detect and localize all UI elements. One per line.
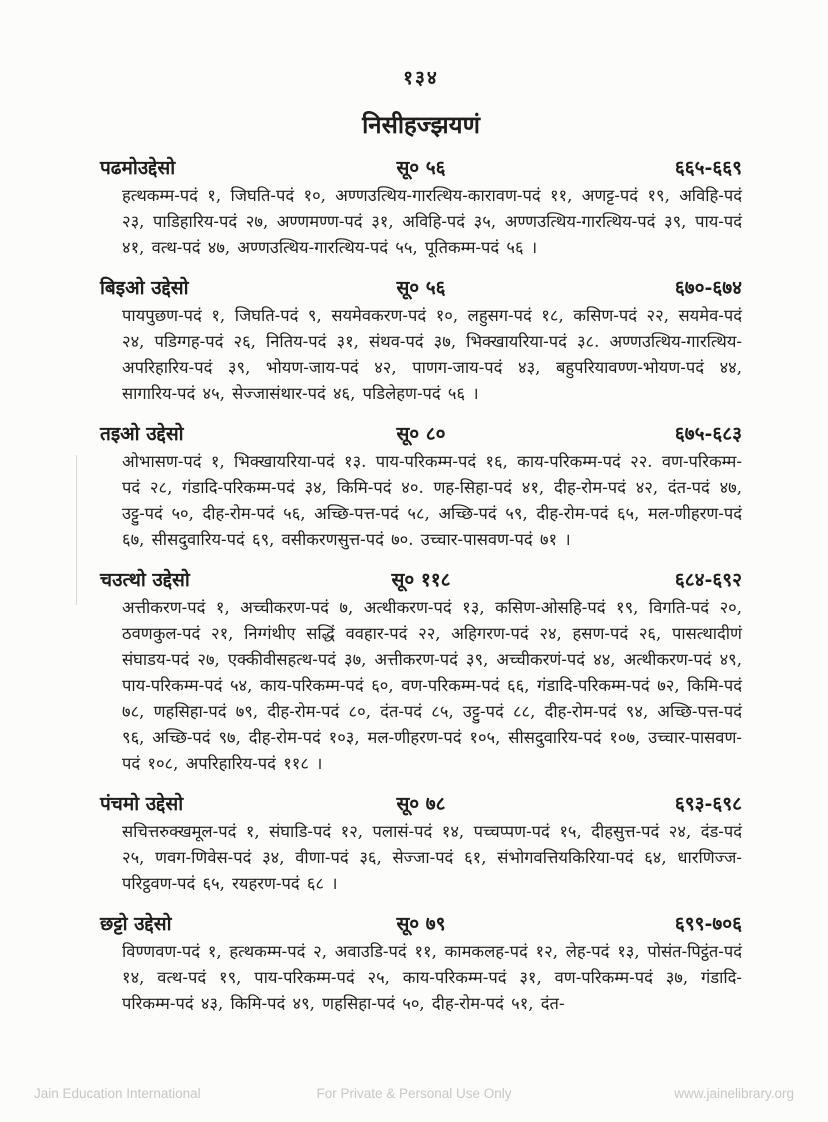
section-header xyxy=(100,420,742,446)
section-uddeso-6 xyxy=(100,910,742,1017)
footer-publisher: Jain Education International xyxy=(34,1086,201,1101)
section-name: बिइओ उद्देसो xyxy=(100,277,189,299)
section-name: तइओ उद्देसो xyxy=(100,423,184,445)
section-name: पढमोउद्देसो xyxy=(100,157,176,179)
section-uddeso-3 xyxy=(100,420,742,553)
section-sutra-number: सू० ७८ xyxy=(396,793,446,815)
section-body: अत्तीकरण-पदं १, अच्चीकरण-पदं ७, अत्थीकरण-पदं १३, कसिण-ओसहि-पदं १९, विगति-पदं २०, ठवणकुल-पदं २१, निग्गंथीए सद्धिं ववहार-पदं २२, अहिगरण-पदं २४, हसण-पदं २६, पासत्थादीणं संघाडय-पदं २७, एक्कीवीसहत्थ-पदं ३७, अत्तीकरण-पदं ३९, अच्चीकरणं-पदं ४४, अत्थीकरण-पदं ४९, पाय-परिकम्म-पदं ५४, काय-परिकम्म-पदं ६०, वण-परिकम्म-पदं ६६, गंडादि-परिकम्म-पदं ७२, किमि-पदं ७८, णहसिहा-पदं ७९, दीह-रोम-पदं ८०, दंत-पदं ८५, उट्टु-पदं ८८, दीह-रोम-पदं ९४, अच्छि-पत्त-पदं ९६, अच्छि-पदं ९७, दीह-रोम-पदं १०३, मल-णीहरण-पदं १०५, सीसदुवारिय-पदं १०७, उच्चार-पासवण-पदं १०८, अपरिहारिय-पदं ११८ । xyxy=(122,598,742,773)
section-body: सचित्तरुक्खमूल-पदं १, संघाडि-पदं १२, पलासं-पदं १४, पच्चप्पण-पदं १५, दीहसुत्त-पदं २४, दंड-पदं २५, णवग-णिवेस-पदं ३४, वीणा-पदं ३६, सेज्जा-पदं ६१, संभोगवत्तियकिरिया-पदं ६४, धारणिज्ज-परिट्ठवण-पदं ६५, रयहरण-पदं ६८ । xyxy=(122,822,742,893)
section-body: हत्थकम्म-पदं १, जिघति-पदं १०, अण्णउत्थिय-गारत्थिय-कारावण-पदं ११, अणट्ट-पदं १९, अविहि-पदं २३, पाडिहारिय-पदं २७, अण्णमण्ण-पदं ३१, अविहि-पदं ३५, अण्णउत्थिय-गारत्थिय-पदं ३९, पाय-पदं ४१, वत्थ-पदं ४७, अण्णउत्थिय-गारत्थिय-पदं ५५, पूतिकम्म-पदं ५६ । xyxy=(122,186,742,257)
section-body: विण्णवण-पदं १, हत्थकम्म-पदं २, अवाउडि-पदं ११, कामकलह-पदं १२, लेह-पदं १३, पोसंत-पिट्ठंत-पदं १४, वत्थ-पदं १९, पाय-परिकम्म-पदं २५, काय-परिकम्म-पदं ३१, वण-परिकम्म-पदं ३७, गंडादि-परिकम्म-पदं ४३, किमि-पदं ४९, णहसिहा-पदं ५०, दीह-रोम-पदं ५१, दंत- xyxy=(122,942,742,1013)
section-sutra-number: सू० ७९ xyxy=(396,913,446,935)
section-sutra-number: सू० ५६ xyxy=(396,157,446,179)
section-sutra-range: ६६५-६६९ xyxy=(674,157,742,179)
section-uddeso-1 xyxy=(100,154,742,261)
section-header xyxy=(100,154,742,180)
section-uddeso-4 xyxy=(100,566,742,777)
section-sutra-range: ६९९-७०६ xyxy=(674,913,742,935)
footer-usage-notice: For Private & Personal Use Only xyxy=(316,1086,512,1101)
scan-artifact-line xyxy=(76,455,77,605)
section-header xyxy=(100,566,742,592)
section-header xyxy=(100,910,742,936)
section-name: चउत्थो उद्देसो xyxy=(100,569,190,591)
section-sutra-range: ६७०-६७४ xyxy=(674,277,742,299)
section-header xyxy=(100,790,742,816)
section-body: ओभासण-पदं १, भिक्खायरिया-पदं १३. पाय-परिकम्म-पदं १६, काय-परिकम्म-पदं २२. वण-परिकम्म-पदं २८, गंडादि-परिकम्म-पदं ३४, किमि-पदं ४०. णह-सिहा-पदं ४१, दीह-रोम-पदं ४२, दंत-पदं ४७, उट्टु-पदं ५०, दीह-रोम-पदं ५६, अच्छि-पत्त-पदं ५८, अच्छि-पदं ५९, दीह-रोम-पदं ६५, मल-णीहरण-पदं ६७, सीसदुवारिय-पदं ६९, वसीकरणसुत्त-पदं ७०. उच्चार-पासवण-पदं ७१ । xyxy=(122,452,742,549)
section-name: पंचमो उद्देसो xyxy=(100,793,184,815)
page-title: निसीहज्झयणं xyxy=(362,110,480,139)
section-sutra-number: सू० ११८ xyxy=(391,569,451,591)
section-sutra-number: सू० ८० xyxy=(396,423,446,445)
section-sutra-number: सू० ५६ xyxy=(396,277,446,299)
page-number: १३४ xyxy=(403,67,439,89)
section-sutra-range: ६८४-६९२ xyxy=(674,569,742,591)
footer-website: www.jainelibrary.org xyxy=(674,1086,794,1101)
section-sutra-range: ६७५-६८३ xyxy=(674,423,742,445)
section-name: छट्टो उद्देसो xyxy=(100,913,172,935)
page-content xyxy=(100,64,742,1017)
section-header xyxy=(100,274,742,300)
section-body: पायपुछण-पदं १, जिघति-पदं ९, सयमेवकरण-पदं १०, लहुसग-पदं १८, कसिण-पदं २२, सयमेव-पदं २४, पडिग्गह-पदं २६, नितिय-पदं ३१, संथव-पदं ३७, भिक्खायरिया-पदं ३८. अण्णउत्थिय-गारत्थिय-अपरिहारिय-पदं ३९, भोयण-जाय-पदं ४२, पाणग-जाय-पदं ४३, बहुपरियावण्ण-भोयण-पदं ४४, सागारिय-पदं ४५, सेज्जासंथार-पदं ४६, पडिलेहण-पदं ५६ । xyxy=(122,306,742,403)
section-uddeso-2 xyxy=(100,274,742,407)
section-sutra-range: ६९३-६९८ xyxy=(674,793,742,815)
section-uddeso-5 xyxy=(100,790,742,897)
page-footer xyxy=(34,1086,794,1104)
